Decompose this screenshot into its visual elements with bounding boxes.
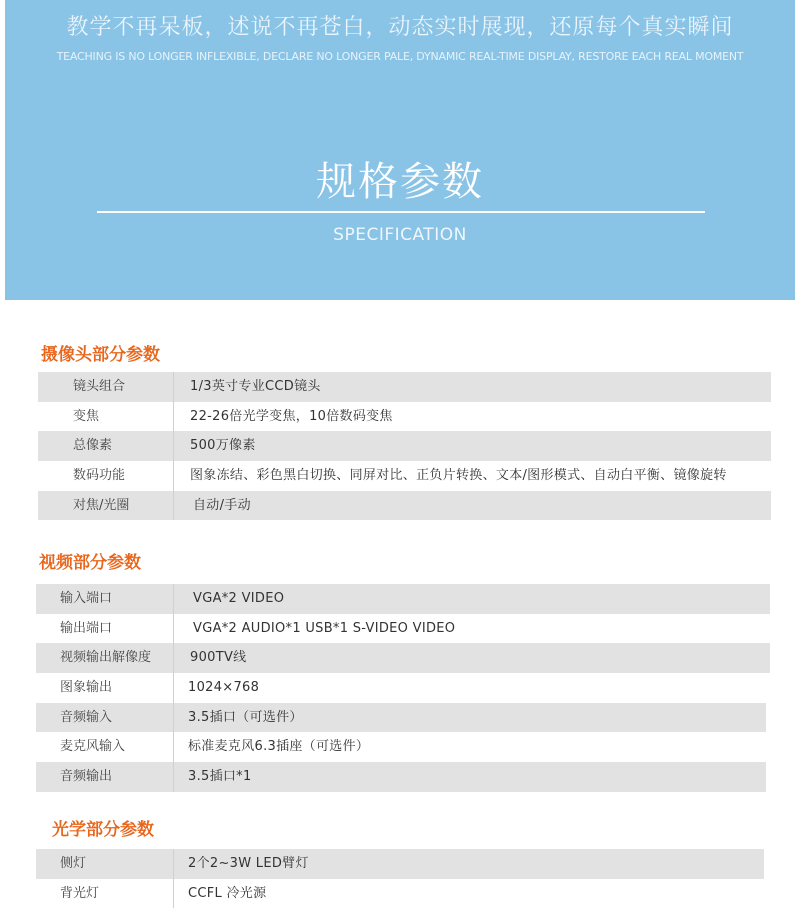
- row-label: 总像素: [73, 438, 113, 454]
- row-label: 对焦/光圈: [73, 497, 130, 513]
- row-value: VGA*2 AUDIO*1 USB*1 S-VIDEO VIDEO: [193, 620, 456, 636]
- row-value: 22-26倍光学变焦，10倍数码变焦: [190, 408, 393, 424]
- tagline-english: TEACHING IS NO LONGER INFLEXIBLE, DECLARE NO LONGER PALE, DYNAMIC REAL-TIME DISPLAY, RESTORE EACH REAL MOMENT: [56, 50, 744, 63]
- column-divider: [173, 372, 174, 402]
- section-heading-video: 视频部分参数: [39, 553, 141, 573]
- table-row: [36, 703, 766, 733]
- row-label: 数码功能: [73, 468, 126, 484]
- column-divider: [173, 402, 174, 432]
- row-label: 输出端口: [60, 620, 113, 636]
- row-value: 1/3英寸专业CCD镜头: [190, 379, 321, 394]
- column-divider: [173, 673, 174, 703]
- banner: [5, 0, 795, 300]
- row-value: 标准麦克风6.3插座（可选件）: [188, 739, 370, 755]
- row-label: 视频输出解像度: [60, 650, 152, 666]
- table-row: [36, 732, 770, 762]
- row-value: 1024×768: [188, 680, 260, 696]
- table-row: [38, 402, 771, 432]
- row-label: 镜头组合: [73, 379, 126, 394]
- column-divider: [173, 703, 174, 733]
- row-label: 麦克风输入: [60, 739, 126, 755]
- column-divider: [173, 614, 174, 644]
- row-label: 音频输出: [60, 769, 113, 785]
- spec-table-video: [36, 584, 770, 792]
- page-title: 规格参数: [316, 159, 484, 205]
- column-divider: [173, 732, 174, 762]
- column-divider: [173, 879, 174, 909]
- section-heading-camera: 摄像头部分参数: [41, 345, 160, 365]
- row-label: 背光灯: [60, 885, 100, 901]
- table-row: [38, 491, 771, 521]
- table-row: [36, 614, 770, 644]
- table-row: [36, 584, 770, 614]
- row-value: CCFL 冷光源: [188, 885, 267, 901]
- row-value: VGA*2 VIDEO: [193, 591, 285, 606]
- row-label: 图象输出: [60, 680, 113, 696]
- row-label: 侧灯: [60, 856, 87, 871]
- row-value: 3.5插口（可选件）: [188, 709, 303, 725]
- table-row: [38, 372, 771, 402]
- table-row: [38, 461, 771, 491]
- column-divider: [173, 643, 174, 673]
- table-row: [36, 673, 770, 703]
- row-value: 自动/手动: [193, 497, 251, 513]
- table-row: [38, 431, 771, 461]
- row-label: 输入端口: [60, 591, 113, 606]
- table-row: [36, 643, 770, 673]
- table-row: [36, 879, 764, 909]
- column-divider: [173, 849, 174, 879]
- column-divider: [173, 584, 174, 614]
- row-value: 3.5插口*1: [188, 769, 252, 785]
- row-label: 变焦: [73, 408, 100, 424]
- table-row: [36, 762, 766, 792]
- section-heading-optics: 光学部分参数: [52, 820, 154, 840]
- spec-table-optics: [36, 849, 764, 908]
- row-value: 2个2~3W LED臂灯: [188, 856, 309, 871]
- page-subtitle: SPECIFICATION: [333, 225, 467, 245]
- column-divider: [173, 461, 174, 491]
- title-underline: [97, 211, 705, 213]
- table-row: [36, 849, 764, 879]
- tagline-chinese: 教学不再呆板，述说不再苍白，动态实时展现，还原每个真实瞬间: [66, 15, 734, 40]
- row-label: 音频输入: [60, 709, 113, 725]
- column-divider: [173, 762, 174, 792]
- spec-table-camera: [38, 372, 771, 520]
- row-value: 900TV线: [190, 650, 247, 666]
- row-value: 500万像素: [190, 438, 256, 454]
- column-divider: [173, 431, 174, 461]
- row-value: 图象冻结、彩色黑白切换、同屏对比、正负片转换、文本/图形模式、自动白平衡、镜像旋转: [190, 468, 727, 484]
- column-divider: [173, 491, 174, 521]
